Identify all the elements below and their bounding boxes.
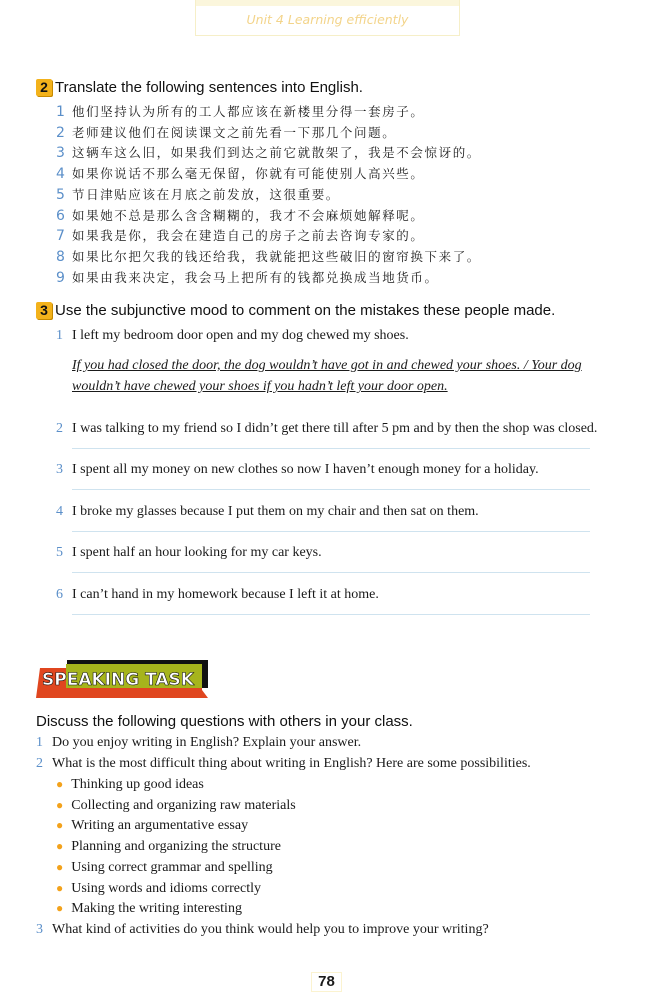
unit-title: Unit 4 Learning efficiently [246, 12, 409, 27]
translation-item: 2 老师建议他们在阅读课文之前先看一下那几个问题。 [56, 124, 397, 141]
mistake-item: 2 I was talking to my friend so I didn’t get there till after 5 pm and by then the shop was closed. [56, 421, 598, 436]
translation-item: 1 他们坚持认为所有的工人都应该在新楼里分得一套房子。 [56, 104, 425, 120]
translation-item: 6 如果她不总是那么含含糊糊的，我才不会麻烦她解释呢。 [56, 207, 425, 224]
possibility-bullet: ● Using correct grammar and spelling [56, 859, 273, 875]
bullet-icon: ● [56, 839, 64, 854]
unit-header [195, 0, 460, 36]
translation-item: 3 这辆车这么旧，如果我们到达之前它就散架了，我是不会惊讶的。 [56, 145, 481, 162]
possibility-bullet: ● Making the writing interesting [56, 901, 242, 917]
exercise-number-badge: 2 [36, 79, 52, 96]
exercise-2-instruction: Translate the following sentences into English. [55, 79, 363, 96]
speaking-task-banner [36, 660, 208, 698]
answer-line[interactable] [72, 489, 590, 490]
question-2: 2 What is the most difficult thing about writing in English? Here are some possibilities. [36, 756, 531, 771]
translation-item: 7 如果我是你，我会在建造自己的房子之前去咨询专家的。 [56, 228, 425, 245]
exercise-3-heading [36, 302, 555, 319]
page-number: 78 [311, 972, 342, 992]
answer-line[interactable] [72, 572, 590, 573]
answer-line[interactable] [72, 531, 590, 532]
bullet-icon: ● [56, 777, 64, 791]
mistake-item: 5 I spent half an hour looking for my car keys. [56, 545, 322, 560]
possibility-bullet: ● Planning and organizing the structure [56, 839, 281, 855]
translation-item: 5 节日津贴应该在月底之前发放，这很重要。 [56, 186, 340, 203]
translation-item: 9 如果由我来决定，我会马上把所有的钱都兑换成当地货币。 [56, 269, 439, 286]
question-1: 1 Do you enjoy writing in English? Explain your answer. [36, 735, 362, 750]
possibility-bullet: ● Writing an argumentative essay [56, 818, 249, 834]
exercise-2-heading [36, 79, 363, 96]
translation-item: 8 如果比尔把欠我的钱还给我，我就能把这些破旧的窗帘换下来了。 [56, 248, 481, 265]
bullet-icon: ● [56, 797, 64, 812]
exercise-3-instruction: Use the subjunctive mood to comment on the mistakes these people made. [55, 302, 556, 319]
bullet-icon: ● [56, 818, 64, 833]
answer-line[interactable] [72, 614, 590, 615]
possibility-bullet: ● Thinking up good ideas [56, 777, 204, 792]
possibility-bullet: ● Using words and idioms correctly [56, 880, 261, 896]
translation-item: 4 如果你说话不那么毫无保留，你就有可能使别人高兴些。 [56, 166, 425, 183]
speaking-task-title: SPEAKING TASK [42, 670, 194, 690]
bullet-icon: ● [56, 880, 64, 895]
bullet-icon: ● [56, 859, 64, 874]
example-answer-line-2: wouldn’t have chewed your shoes if you hadn’t left your door open. [72, 379, 448, 394]
mistake-item: 3 I spent all my money on new clothes so now I haven’t enough money for a holiday. [56, 462, 539, 477]
example-answer-line-1: If you had closed the door, the dog wouldn’t have got in and chewed your shoes. / Your dog [72, 358, 582, 373]
possibility-bullet: ● Collecting and organizing raw materials [56, 797, 296, 813]
bullet-icon: ● [56, 901, 64, 916]
exercise-number-badge: 3 [36, 302, 52, 319]
question-3: 3 What kind of activities do you think would help you to improve your writing? [36, 922, 489, 937]
answer-line[interactable] [72, 448, 590, 449]
mistake-item: 6 I can’t hand in my homework because I left it at home. [56, 587, 379, 602]
speaking-instruction: Discuss the following questions with others in your class. [36, 713, 413, 730]
mistake-item: 1 I left my bedroom door open and my dog chewed my shoes. [56, 328, 409, 343]
mistake-item: 4 I broke my glasses because I put them on my chair and then sat on them. [56, 504, 479, 519]
